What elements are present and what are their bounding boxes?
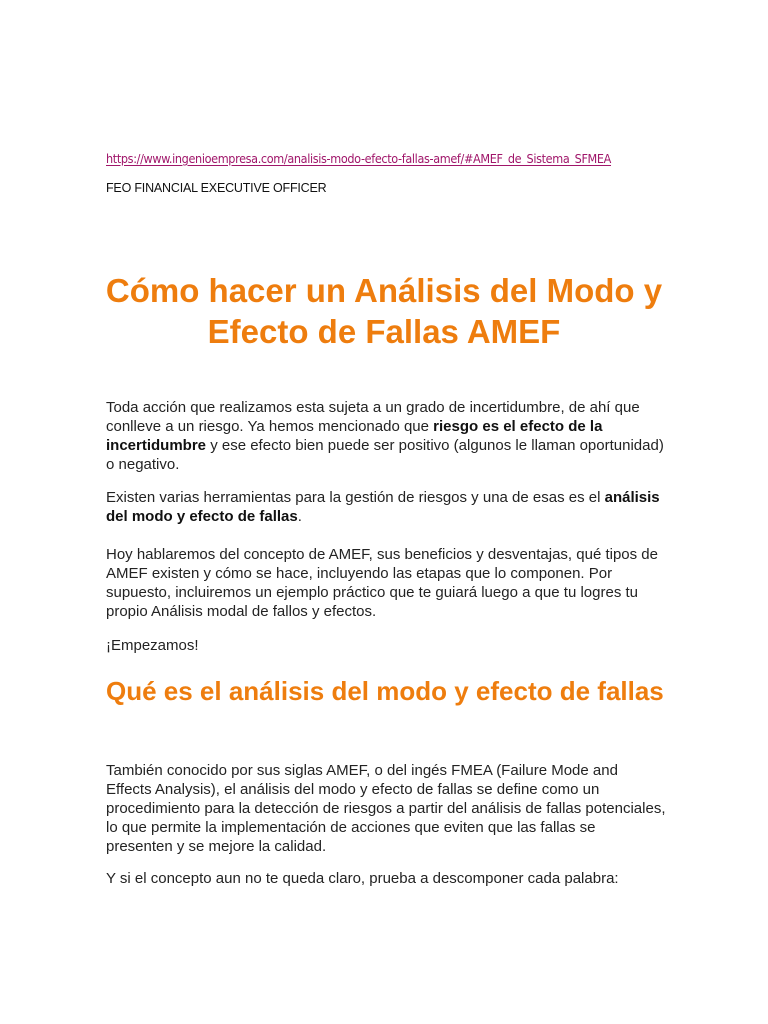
- paragraph-intro-tail: y ese efecto bien puede ser positivo (algunos le llaman oportunidad) o negativo.: [106, 437, 664, 473]
- paragraph-breakdown: Y si el concepto aun no te queda claro, prueba a descomponer cada palabra:: [106, 870, 619, 887]
- section-heading: Qué es el análisis del modo y efecto de fallas: [106, 676, 664, 706]
- paragraph-tools-lead: Existen varias herramientas para la gestión de riesgos y una de esas es el: [106, 489, 605, 506]
- feo-line: FEO FINANCIAL EXECUTIVE OFFICER: [106, 181, 327, 195]
- paragraph-definition: También conocido por sus siglas AMEF, o del ingés FMEA (Failure Mode and Effects Analysis), el análisis del modo y efecto de fallas se define como un procedimiento para la detección de riesgos a partir del análisis de fallas potenciales, lo que permite la implementación de acciones que eviten que las fallas se presenten y se mejore la calidad.: [106, 762, 666, 855]
- source-link[interactable]: https://www.ingenioempresa.com/analisis-modo-efecto-fallas-amef/#AMEF_de_Sistema_SFMEA: [106, 151, 612, 166]
- paragraph-intro-bold: riesgo es el efecto de la incertidumbre: [106, 418, 603, 454]
- paragraph-tools-tail: .: [297, 508, 302, 525]
- paragraph-overview: Hoy hablaremos del concepto de AMEF, sus beneficios y desventajas, qué tipos de AMEF existen y cómo se hace, incluyendo las etapas que lo componen. Por supuesto, incluiremos un ejemplo práctico que te guiará luego a que tu logres tu propio Análisis modal de fallos y efectos.: [106, 546, 658, 620]
- paragraph-intro: [106, 398, 666, 474]
- paragraph-start: ¡Empezamos!: [106, 637, 199, 654]
- paragraph-tools: [106, 488, 666, 526]
- article-title: Cómo hacer un Análisis del Modo y Efecto de Fallas AMEF: [105, 272, 663, 350]
- paragraph-intro-lead: Toda acción que realizamos esta sujeta a un grado de incertidumbre, de ahí que conlleve a un riesgo. Ya hemos mencionado que: [106, 399, 640, 435]
- paragraph-tools-bold: análisis del modo y efecto de fallas: [106, 489, 660, 525]
